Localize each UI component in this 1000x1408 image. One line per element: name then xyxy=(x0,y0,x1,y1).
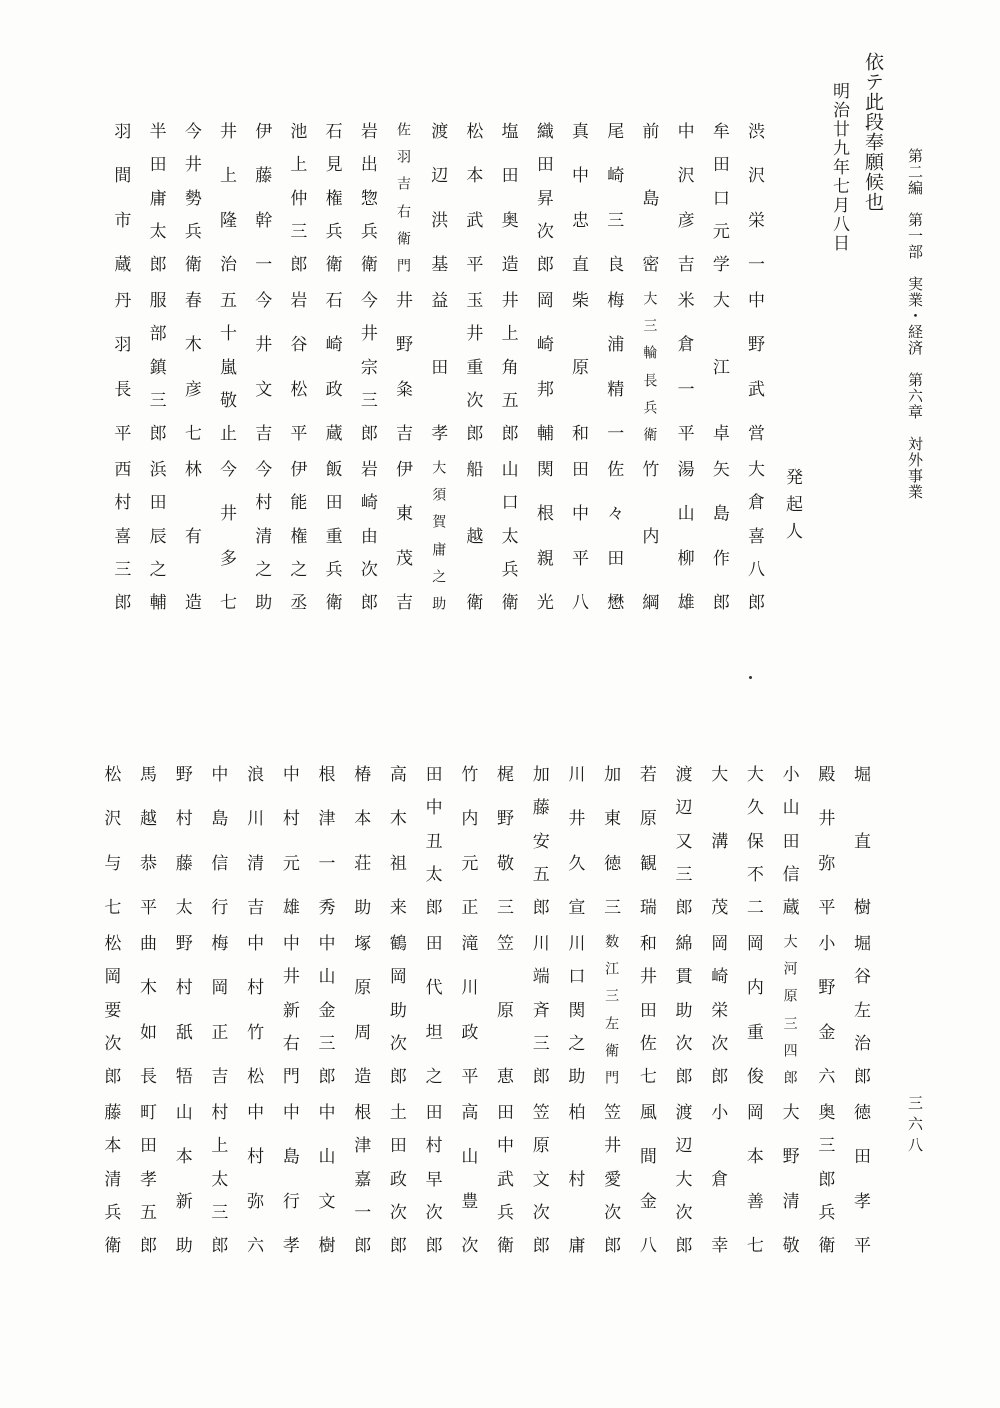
person-name: 松 沢 与 七 xyxy=(100,765,121,915)
person-name: 井 上 角 五 郎 xyxy=(497,291,518,441)
person-name: 土 田 政 次 郎 xyxy=(385,1103,406,1253)
person-name: 矢 島 作 郎 xyxy=(708,460,729,610)
person-name: 笠 原 恵 xyxy=(493,934,513,1084)
person-name: 野 村 藤 太 xyxy=(171,765,192,915)
person-name: 柏 村 庸 xyxy=(564,1103,585,1253)
person-name: 米 倉 一 平 xyxy=(673,291,694,441)
person-name: 林 有 造 xyxy=(180,460,201,610)
person-name: 尾 崎 三 良 xyxy=(603,122,624,272)
person-name: 五 十 嵐 敬 止 xyxy=(216,291,236,441)
person-name: 綿 貫 助 次 郎 xyxy=(671,934,692,1084)
person-name: 根 津 一 秀 xyxy=(314,765,335,915)
person-name: 鶴 岡 助 次 郎 xyxy=(385,934,406,1084)
person-name: 根 津 嘉 一 郎 xyxy=(350,1103,371,1253)
person-name: 中 山 金 三 郎 xyxy=(314,934,335,1084)
person-name: 川 端 斉 三 郎 xyxy=(528,934,549,1084)
person-name: 堀 直 樹 xyxy=(850,765,870,915)
person-name: 真 中 忠 直 xyxy=(568,122,588,272)
person-name: 殿 井 弥 平 xyxy=(814,765,835,915)
page-number: 三六八 xyxy=(906,1095,924,1158)
person-name: 中 野 武 営 xyxy=(744,291,764,441)
person-name: 渡 辺 洪 基 xyxy=(427,122,448,272)
person-name: 織 田 昇 次 郎 xyxy=(532,122,553,272)
person-name: 馬 越 恭 平 xyxy=(136,765,156,915)
person-name: 春 木 彦 七 xyxy=(180,291,201,441)
person-name: 石 崎 政 蔵 xyxy=(321,291,342,441)
person-name: 笠 井 愛 次 郎 xyxy=(600,1103,621,1253)
person-name: 山 本 新 助 xyxy=(171,1103,192,1253)
person-name: 大 久 保 不 二 xyxy=(742,765,763,915)
person-name: 竹 内 綱 xyxy=(638,460,659,610)
person-name: 村 上 太 三 郎 xyxy=(207,1103,228,1253)
person-name: 塩 田 奥 造 xyxy=(497,122,518,272)
person-name: 丹 羽 長 平 xyxy=(110,291,131,441)
person-name: 羽 間 市 蔵 xyxy=(110,122,131,272)
person-name: 若 原 観 瑞 xyxy=(635,765,656,915)
person-name: 中 沢 彦 吉 xyxy=(673,122,694,272)
person-name: 笠 原 文 次 郎 xyxy=(528,1103,549,1253)
person-name: 加 藤 安 五 郎 xyxy=(528,765,549,915)
person-name: 塚 原 周 造 xyxy=(350,934,371,1084)
person-name: 数 江 三 左 衛 門 xyxy=(603,934,620,1084)
person-name: 高 山 豊 次 xyxy=(457,1103,478,1253)
person-name: 岩 出 惣 兵 衛 xyxy=(356,122,377,272)
person-name: 中 島 行 孝 xyxy=(278,1103,299,1253)
person-name: 井 野 粂 吉 xyxy=(392,291,412,441)
person-name: 大 河 原 三 四 郎 xyxy=(781,934,798,1084)
person-name: 和 井 田 佐 七 xyxy=(635,934,656,1084)
promoters-label: 発起人 xyxy=(782,468,802,549)
person-name: 玉 井 重 次 郎 xyxy=(462,291,483,441)
person-name: 高 木 祖 来 xyxy=(385,765,406,915)
person-name: 牟 田 口 元 学 xyxy=(708,122,729,272)
person-name: 浪 川 清 吉 xyxy=(243,765,264,915)
person-name: 中 山 文 樹 xyxy=(314,1103,335,1253)
person-name: 大 三 輪 長 兵 衛 xyxy=(641,291,658,441)
person-name: 小 山 田 信 蔵 xyxy=(778,765,799,915)
person-name: 奥 三 郎 兵 衛 xyxy=(814,1103,835,1253)
person-name: 渡 辺 大 次 郎 xyxy=(671,1103,692,1253)
person-name: 服 部 鎮 三 郎 xyxy=(145,291,166,441)
person-name: 川 井 久 宣 xyxy=(564,765,585,915)
person-name: 岡 崎 邦 輔 xyxy=(532,291,553,441)
person-name: 小 野 金 六 xyxy=(814,934,835,1084)
person-name: 大 江 卓 xyxy=(708,291,729,441)
person-name: 池 上 仲 三 郎 xyxy=(286,122,307,272)
person-name: 今 村 清 之 助 xyxy=(251,460,272,610)
person-name: 田 中 武 兵 衛 xyxy=(493,1103,513,1253)
person-name: 岡 崎 栄 次 郎 xyxy=(707,934,728,1084)
person-name: 中 井 新 右 門 xyxy=(278,934,299,1084)
person-name: 今 井 宗 三 郎 xyxy=(356,291,377,441)
person-name: 湯 山 柳 雄 xyxy=(673,460,694,610)
person-name: 渡 辺 又 三 郎 xyxy=(671,765,692,915)
person-name: 佐 羽 吉 右 衛 門 xyxy=(395,122,411,272)
person-name: 益 田 孝 xyxy=(427,291,448,441)
person-name: 大 溝 茂 xyxy=(707,765,728,915)
person-name: 西 村 喜 三 郎 xyxy=(110,460,131,610)
person-name: 徳 田 孝 平 xyxy=(850,1103,870,1253)
petition-date: 明治廿九年七月八日 xyxy=(829,82,849,253)
person-name: 梅 岡 正 吉 xyxy=(207,934,228,1084)
person-name: 田 代 坦 之 xyxy=(421,934,442,1084)
person-name: 船 越 衛 xyxy=(462,460,483,610)
person-name: 伊 藤 幹 一 xyxy=(251,122,272,272)
person-name: 田 村 早 次 郎 xyxy=(421,1103,442,1253)
person-name: 井 上 隆 治 xyxy=(216,122,236,272)
person-name: 岩 谷 松 平 xyxy=(286,291,307,441)
person-name: 今 井 多 七 xyxy=(216,460,236,610)
person-name: 伊 能 権 之 丞 xyxy=(286,460,307,610)
person-name: 曲 木 如 長 xyxy=(136,934,156,1084)
person-name: 石 見 権 兵 衛 xyxy=(321,122,342,272)
person-name: 飯 田 重 兵 衛 xyxy=(321,460,342,610)
person-name: 滝 川 政 平 xyxy=(457,934,478,1084)
person-name: 竹 内 元 正 xyxy=(457,765,478,915)
person-name: 加 東 徳 三 xyxy=(600,765,621,915)
person-name: 梶 野 敬 三 xyxy=(493,765,513,915)
person-name: 浜 田 辰 之 輔 xyxy=(145,460,166,610)
person-name: 佐 々 田 懋 xyxy=(603,460,624,610)
person-name: 椿 本 荘 助 xyxy=(350,765,371,915)
person-name: 中 島 信 行 xyxy=(207,765,228,915)
person-name: 梅 浦 精 一 xyxy=(603,291,624,441)
stray-dot xyxy=(749,676,752,679)
person-name: 中 村 元 雄 xyxy=(278,765,299,915)
person-name: 前 島 密 xyxy=(638,122,659,272)
person-name: 田 中 丑 太 郎 xyxy=(421,765,442,915)
person-name: 風 間 金 八 xyxy=(635,1103,656,1253)
person-name: 大 倉 喜 八 郎 xyxy=(744,460,764,610)
person-name: 町 田 孝 五 郎 xyxy=(136,1103,156,1253)
person-name: 半 田 庸 太 郎 xyxy=(145,122,166,272)
person-name: 岡 内 重 俊 xyxy=(742,934,763,1084)
person-name: 川 口 関 之 助 xyxy=(564,934,585,1084)
person-name: 松 岡 要 次 郎 xyxy=(100,934,121,1084)
person-name: 柴 原 和 xyxy=(568,291,588,441)
person-name: 今 井 文 吉 xyxy=(251,291,272,441)
person-name: 田 中 平 八 xyxy=(568,460,588,610)
person-name: 大 野 清 敬 xyxy=(778,1103,799,1253)
person-name: 伊 東 茂 吉 xyxy=(392,460,412,610)
person-name: 堀 谷 左 治 郎 xyxy=(850,934,870,1084)
running-header: 第二編 第一部 実業・経済 第六章 対外事業 xyxy=(906,148,924,500)
person-name: 中 村 竹 松 xyxy=(243,934,264,1084)
person-name: 関 根 親 光 xyxy=(532,460,553,610)
person-name: 渋 沢 栄 一 xyxy=(744,122,764,272)
person-name: 小 倉 幸 xyxy=(707,1103,728,1253)
petition-closing: 依テ此段奉願候也 xyxy=(862,52,884,212)
person-name: 山 口 太 兵 衛 xyxy=(497,460,518,610)
person-name: 藤 本 清 兵 衛 xyxy=(100,1103,121,1253)
person-name: 岩 崎 由 次 郎 xyxy=(356,460,377,610)
person-name: 中 村 弥 六 xyxy=(243,1103,264,1253)
person-name: 大 須 賀 庸 之 助 xyxy=(430,460,447,610)
person-name: 野 村 舐 牾 xyxy=(171,934,192,1084)
person-name: 岡 本 善 七 xyxy=(742,1103,763,1253)
person-name: 今 井 勢 兵 衛 xyxy=(180,122,201,272)
person-name: 松 本 武 平 xyxy=(462,122,483,272)
